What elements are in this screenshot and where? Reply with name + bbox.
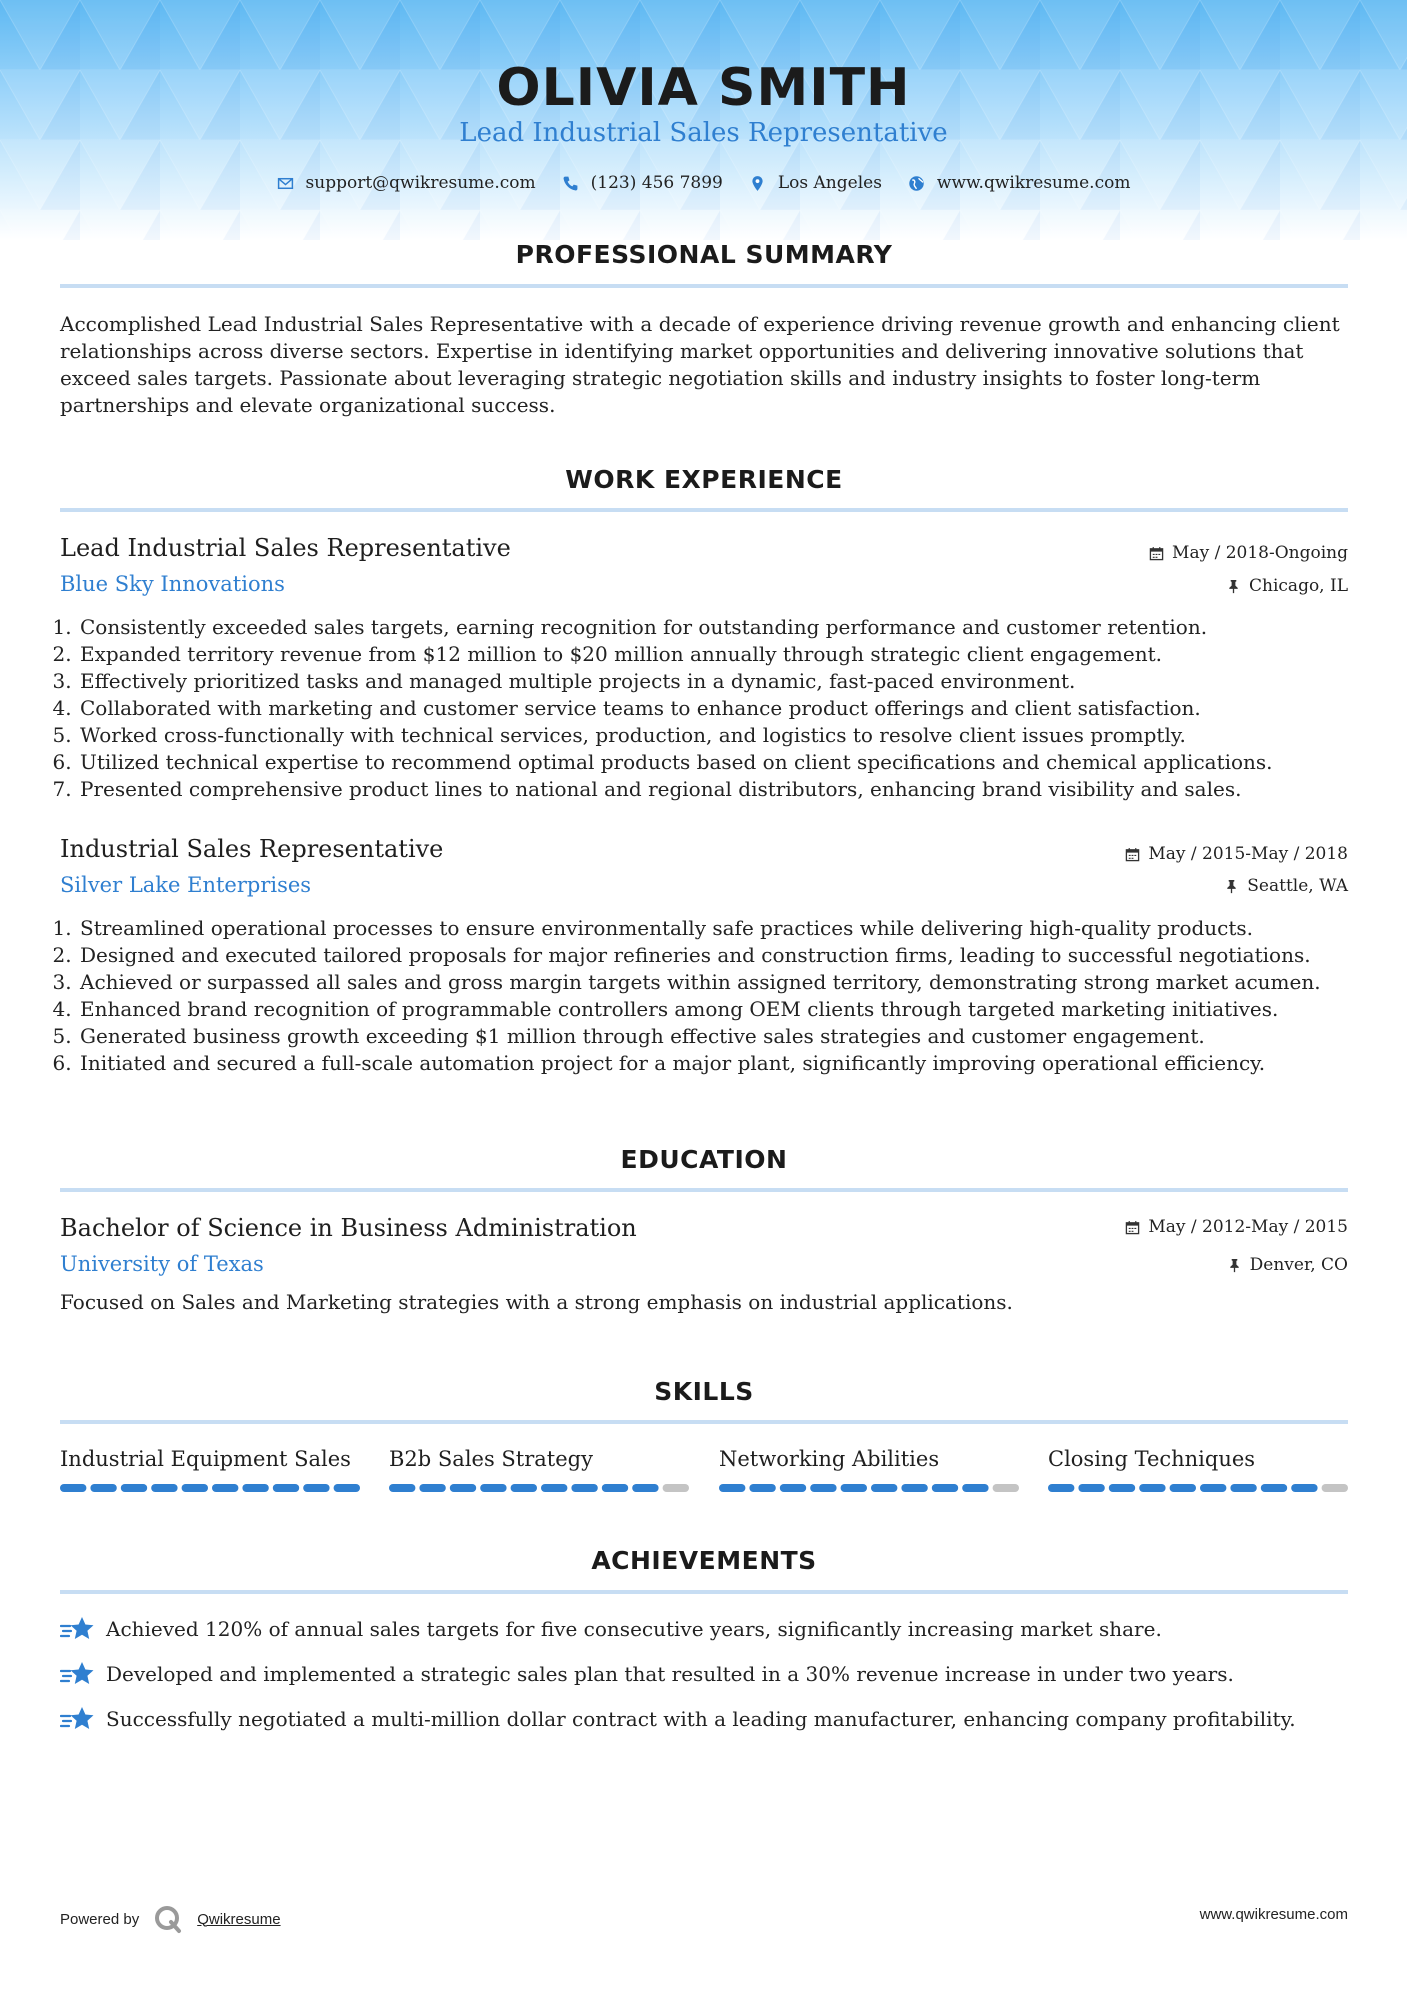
job-1-dates-text: May / 2018-Ongoing bbox=[1172, 543, 1348, 563]
contact-website-text: www.qwikresume.com bbox=[936, 173, 1131, 193]
skill-segment-filled bbox=[1261, 1484, 1287, 1492]
skill-segment-filled bbox=[1048, 1484, 1074, 1492]
job-2-location-text: Seattle, WA bbox=[1247, 876, 1348, 896]
candidate-title: Lead Industrial Sales Representative bbox=[459, 118, 948, 148]
skill-segment-filled bbox=[719, 1484, 745, 1492]
achievement-text: Achieved 120% of annual sales targets for five consecutive years, significantly increasing market share. bbox=[106, 1617, 1162, 1641]
skills-heading: SKILLS bbox=[654, 1377, 754, 1406]
pushpin-icon bbox=[1224, 879, 1239, 894]
skill-segment-filled bbox=[1291, 1484, 1317, 1492]
list-item: 4. Collaborated with marketing and customer service teams to enhance product offerings and client satisfaction. bbox=[78, 695, 1378, 722]
education-location-text: Denver, CO bbox=[1249, 1255, 1348, 1275]
skill-segment-filled bbox=[780, 1484, 806, 1492]
achievements-heading: ACHIEVEMENTS bbox=[591, 1546, 817, 1575]
experience-heading: WORK EXPERIENCE bbox=[565, 465, 843, 494]
skill-segment-filled bbox=[632, 1484, 658, 1492]
skill-segment-empty bbox=[993, 1484, 1019, 1492]
summary-text: Accomplished Lead Industrial Sales Representative with a decade of experience driving revenue growth and enhancing client relationships across diverse sectors. Expertise in identifying market opportunities and delivering innovative solutions that exceed sales targets. Passionate about leveraging strategic negotiation skills and industry insights to foster long-term partnerships and elevate organizational success. bbox=[60, 312, 1340, 417]
qwikresume-link[interactable]: Qwikresume bbox=[197, 1910, 281, 1928]
calendar-icon bbox=[1125, 847, 1140, 862]
skill-segment-filled bbox=[212, 1484, 238, 1492]
list-item: 5. Worked cross-functionally with technical services, production, and logistics to resolve client issues promptly. bbox=[78, 722, 1378, 749]
job-1-location bbox=[1226, 576, 1348, 596]
education-dates-text: May / 2012-May / 2015 bbox=[1148, 1217, 1348, 1237]
skill-segment-filled bbox=[334, 1484, 360, 1492]
skill-label: B2b Sales Strategy bbox=[389, 1447, 593, 1471]
achievement-item bbox=[60, 1659, 1360, 1689]
powered-by-label: Powered by bbox=[60, 1910, 140, 1928]
list-item: 2. Expanded territory revenue from $12 million to $20 million annually through strategic client engagement. bbox=[78, 641, 1378, 668]
list-item: 4. Enhanced brand recognition of programmable controllers among OEM clients through targeted marketing initiatives. bbox=[78, 996, 1378, 1023]
skill-item bbox=[719, 1447, 1019, 1493]
skill-segment-filled bbox=[511, 1484, 537, 1492]
education-location bbox=[1227, 1255, 1348, 1275]
contact-website[interactable] bbox=[908, 173, 1131, 193]
contact-phone-text: (123) 456 7899 bbox=[590, 173, 723, 193]
skill-segment-empty bbox=[663, 1484, 689, 1492]
achievement-text: Developed and implemented a strategic sales plan that resulted in a 30% revenue increase in under two years. bbox=[106, 1662, 1234, 1686]
skill-segment-filled bbox=[450, 1484, 476, 1492]
skill-segment-filled bbox=[810, 1484, 836, 1492]
skill-segment-filled bbox=[962, 1484, 988, 1492]
achievement-text: Successfully negotiated a multi-million dollar contract with a leading manufacturer, enhancing company profitability. bbox=[106, 1707, 1296, 1731]
skill-segment-filled bbox=[1170, 1484, 1196, 1492]
job-1-dates bbox=[1149, 543, 1348, 563]
education-heading: EDUCATION bbox=[620, 1145, 788, 1174]
skill-segment-filled bbox=[151, 1484, 177, 1492]
job-2-location bbox=[1224, 876, 1348, 896]
list-item: 1. Consistently exceeded sales targets, earning recognition for outstanding performance and customer retention. bbox=[78, 614, 1378, 641]
list-item: 3. Achieved or surpassed all sales and gross margin targets within assigned territory, demonstrating strong market acumen. bbox=[78, 969, 1378, 996]
skill-item bbox=[60, 1447, 360, 1493]
contact-email-text: support@qwikresume.com bbox=[305, 173, 536, 193]
star-achievement-icon bbox=[60, 1659, 96, 1689]
contact-phone[interactable] bbox=[562, 173, 723, 193]
skill-segment-filled bbox=[871, 1484, 897, 1492]
experience-divider bbox=[60, 508, 1348, 512]
job-2-dates-text: May / 2015-May / 2018 bbox=[1148, 844, 1348, 864]
pushpin-icon bbox=[1226, 579, 1241, 594]
contact-email[interactable] bbox=[277, 173, 536, 193]
job-2-bullets bbox=[56, 915, 1378, 1077]
calendar-icon bbox=[1125, 1220, 1140, 1235]
skill-segment-filled bbox=[389, 1484, 415, 1492]
qwikresume-logo-icon bbox=[153, 1904, 183, 1934]
skill-level-bar bbox=[1048, 1483, 1348, 1493]
map-marker-icon bbox=[749, 175, 766, 192]
skill-segment-filled bbox=[749, 1484, 775, 1492]
list-item: 7. Presented comprehensive product lines to national and regional distributors, enhancing brand visibility and sales. bbox=[78, 776, 1378, 803]
achievement-item bbox=[60, 1614, 1360, 1644]
job-1-location-text: Chicago, IL bbox=[1249, 576, 1348, 596]
skill-level-bar bbox=[389, 1483, 689, 1493]
skill-level-bar bbox=[60, 1483, 360, 1493]
skill-segment-filled bbox=[60, 1484, 86, 1492]
education-description: Focused on Sales and Marketing strategies with a strong emphasis on industrial applications. bbox=[60, 1290, 1013, 1314]
candidate-name: OLIVIA SMITH bbox=[496, 58, 911, 118]
job-1-title: Lead Industrial Sales Representative bbox=[60, 534, 511, 562]
job-1-bullets bbox=[56, 614, 1378, 803]
skill-segment-filled bbox=[419, 1484, 445, 1492]
skill-segment-filled bbox=[1078, 1484, 1104, 1492]
skill-segment-filled bbox=[1109, 1484, 1135, 1492]
list-item: 5. Generated business growth exceeding $1 million through effective sales strategies and customer engagement. bbox=[78, 1023, 1378, 1050]
skill-segment-filled bbox=[1200, 1484, 1226, 1492]
contact-location bbox=[749, 173, 882, 193]
star-achievement-icon bbox=[60, 1614, 96, 1644]
skill-segment-filled bbox=[242, 1484, 268, 1492]
job-1-company: Blue Sky Innovations bbox=[60, 572, 285, 596]
education-dates bbox=[1125, 1217, 1348, 1237]
skill-segment-filled bbox=[901, 1484, 927, 1492]
education-school: University of Texas bbox=[60, 1252, 264, 1276]
skill-item bbox=[1048, 1447, 1348, 1493]
footer-powered-by bbox=[60, 1904, 281, 1934]
skill-segment-filled bbox=[121, 1484, 147, 1492]
skill-segment-filled bbox=[90, 1484, 116, 1492]
job-2-company: Silver Lake Enterprises bbox=[60, 873, 312, 897]
skill-level-bar bbox=[719, 1483, 1019, 1493]
education-divider bbox=[60, 1188, 1348, 1192]
skill-item bbox=[389, 1447, 689, 1493]
contact-bar bbox=[0, 173, 1407, 193]
list-item: 1. Streamlined operational processes to ensure environmentally safe practices while delivering high-quality products. bbox=[78, 915, 1378, 942]
job-2-dates bbox=[1125, 844, 1348, 864]
skill-segment-empty bbox=[1322, 1484, 1348, 1492]
skill-label: Networking Abilities bbox=[719, 1447, 940, 1471]
skills-divider bbox=[60, 1420, 1348, 1424]
summary-heading: PROFESSIONAL SUMMARY bbox=[515, 240, 893, 269]
skill-segment-filled bbox=[1139, 1484, 1165, 1492]
skill-segment-filled bbox=[182, 1484, 208, 1492]
skill-segment-filled bbox=[841, 1484, 867, 1492]
skill-segment-filled bbox=[273, 1484, 299, 1492]
skill-label: Closing Techniques bbox=[1048, 1447, 1256, 1471]
list-item: 6. Initiated and secured a full-scale automation project for a major plant, significantly improving operational efficiency. bbox=[78, 1050, 1378, 1077]
envelope-icon bbox=[277, 175, 294, 192]
education-degree: Bachelor of Science in Business Administration bbox=[60, 1214, 637, 1242]
skill-segment-filled bbox=[303, 1484, 329, 1492]
list-item: 3. Effectively prioritized tasks and managed multiple projects in a dynamic, fast-paced environment. bbox=[78, 668, 1378, 695]
globe-icon bbox=[908, 175, 925, 192]
job-2-title: Industrial Sales Representative bbox=[60, 835, 444, 863]
skill-segment-filled bbox=[602, 1484, 628, 1492]
achievements-divider bbox=[60, 1590, 1348, 1594]
summary-divider bbox=[60, 284, 1348, 288]
skill-segment-filled bbox=[1230, 1484, 1256, 1492]
star-achievement-icon bbox=[60, 1704, 96, 1734]
skill-segment-filled bbox=[571, 1484, 597, 1492]
contact-location-text: Los Angeles bbox=[777, 173, 882, 193]
footer-website[interactable]: www.qwikresume.com bbox=[1199, 1906, 1348, 1923]
phone-icon bbox=[562, 175, 579, 192]
calendar-icon bbox=[1149, 546, 1164, 561]
skill-label: Industrial Equipment Sales bbox=[60, 1447, 351, 1471]
skill-segment-filled bbox=[480, 1484, 506, 1492]
pushpin-icon bbox=[1227, 1258, 1242, 1273]
list-item: 6. Utilized technical expertise to recommend optimal products based on client specifications and chemical applications. bbox=[78, 749, 1378, 776]
achievement-item bbox=[60, 1704, 1360, 1734]
skill-segment-filled bbox=[541, 1484, 567, 1492]
list-item: 2. Designed and executed tailored proposals for major refineries and construction firms, leading to successful negotiations. bbox=[78, 942, 1378, 969]
skill-segment-filled bbox=[932, 1484, 958, 1492]
